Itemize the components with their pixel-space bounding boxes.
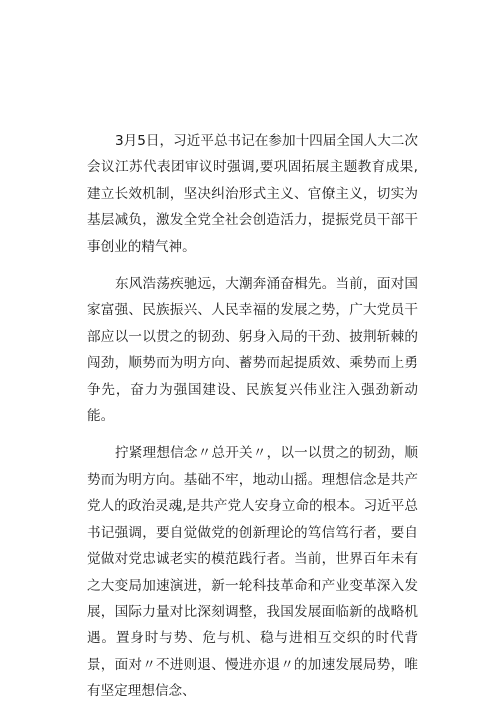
paragraph-3: 拧紧理想信念〃总开关〃，以一以贯之的韧劲，顺势而为明方向。基础不牢，地动山摇。理想信念是共产党人的政治灵魂,是共产党人安身立命的根本。习近平总书记强调，要自觉做党的创新理论的笃信笃行者，要自觉做对党忠诚老实的模范践行者。当前，世界百年未有之大变局加速演进，新一轮科技革命和产业变革深入发展，国际力量对比深刻调整，我国发展面临新的战略机遇。置身时与势、危与机、稳与进相互交织的时代背景，面对〃不进则退、慢进亦退〃的加速发展局势，唯有坚定理想信念、 <box>87 445 418 700</box>
paragraph-2: 东风浩荡疾驰远，大潮奔涌奋楫先。当前，面对国家富强、民族振兴、人民幸福的发展之势，广大党员干部应以一以贯之的韧劲、躬身入局的干劲、披荆斩棘的闯劲，顺势而为明方向、蓄势而起提质效、乘势而上勇争先，奋力为强国建设、民族复兴伟业注入强劲新动能。 <box>87 276 418 425</box>
paragraph-1: 3月5日，习近平总书记在参加十四届全国人大二次会议江苏代表团审议时强调,要巩固拓展主题教育成果,建立长效机制，坚决纠治形式主义、官僚主义，切实为基层减负，激发全党全社会创造活力，提振党员干部干事创业的精气神。 <box>87 133 418 255</box>
article-body <box>87 128 418 705</box>
